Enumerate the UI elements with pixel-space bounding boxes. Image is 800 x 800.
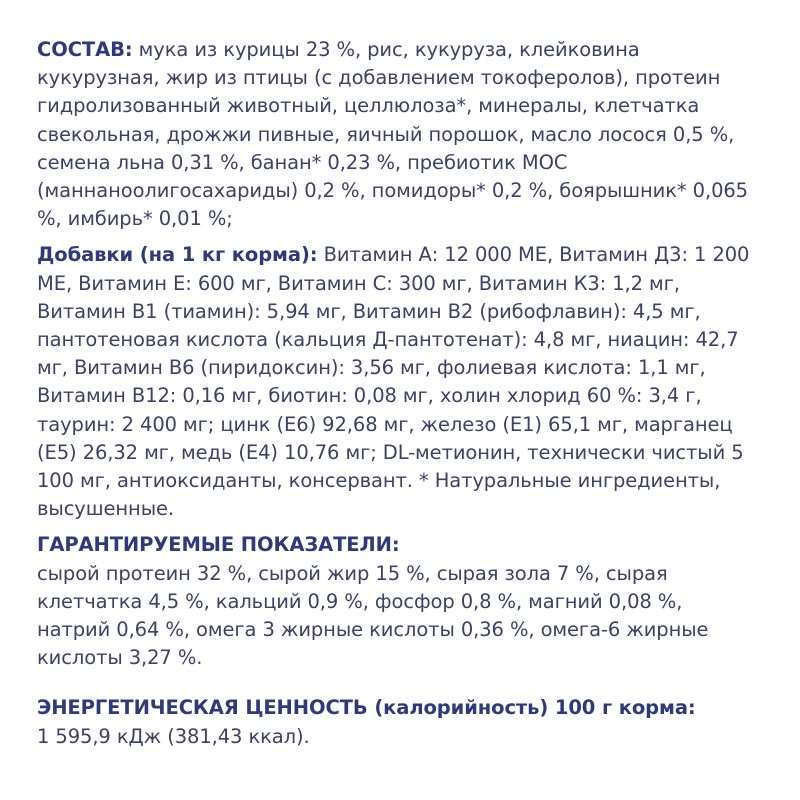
guaranteed-section [37,531,760,672]
composition-section [37,36,760,233]
energy-text: 1 595,9 кДж (381,43 ккал). [37,724,310,748]
guaranteed-text: сырой протеин 32 %, сырой жир 15 %, сырая зола 7 %, сырая клетчатка 4,5 %, кальций 0,9 %, фосфор 0,8 %, магний 0,08 %, натрий 0,64 %, омега 3 жирные кислоты 0,36 %, омега-6 жирные кислоты 3,27 %. [37,561,709,670]
additives-text: Витамин А: 12 000 МЕ, Витамин Д3: 1 200 МЕ, Витамин Е: 600 мг, Витамин С: 300 мг, Витамин К3: 1,2 мг, Витамин В1 (тиамин): 5,94 мг, Витамин В2 (рибофлавин): 4,5 мг, пантотеновая кислота (кальция Д-пантотенат): 4,8 мг, ниацин: 42,7 мг, Витамин В6 (пиридоксин): 3,56 мг, фолиевая кислота: 1,1 мг, Витамин В12: 0,16 мг, биотин: 0,08 мг, холин хлорид 60 %: 3,4 г, таурин: 2 400 мг; цинк (Е6) 92,68 мг, железо (Е1) 65,1 мг, марганец (Е5) 26,32 мг, медь (Е4) 10,76 мг; DL-метионин, технически чистый 5 100 мг, антиоксиданты, консервант. * Натуральные ингредиенты, высушенные. [37,243,750,521]
energy-heading: ЭНЕРГЕТИЧЕСКАЯ ЦЕННОСТЬ (калорийность) 100 г корма: [37,696,696,720]
composition-text: мука из курицы 23 %, рис, кукуруза, клейковина кукурузная, жир из птицы (с добавлением токоферолов), протеин гидролизованный животный, целлюлоза*, минералы, клетчатка свекольная, дрожжи пивные, яичный порошок, масло лосося 0,5 %, семена льна 0,31 %, банан* 0,23 %, пребиотик МОС (маннаноолигосахариды) 0,2 %, помидоры* 0,2 %, боярышник* 0,065 %, имбирь* 0,01 %; [37,38,748,231]
energy-section [37,694,760,750]
composition-heading: СОСТАВ: [37,38,133,61]
guaranteed-heading: ГАРАНТИРУЕМЫЕ ПОКАЗАТЕЛИ: [37,533,400,557]
additives-section [37,241,760,523]
additives-heading: Добавки (на 1 кг корма): [37,243,318,267]
